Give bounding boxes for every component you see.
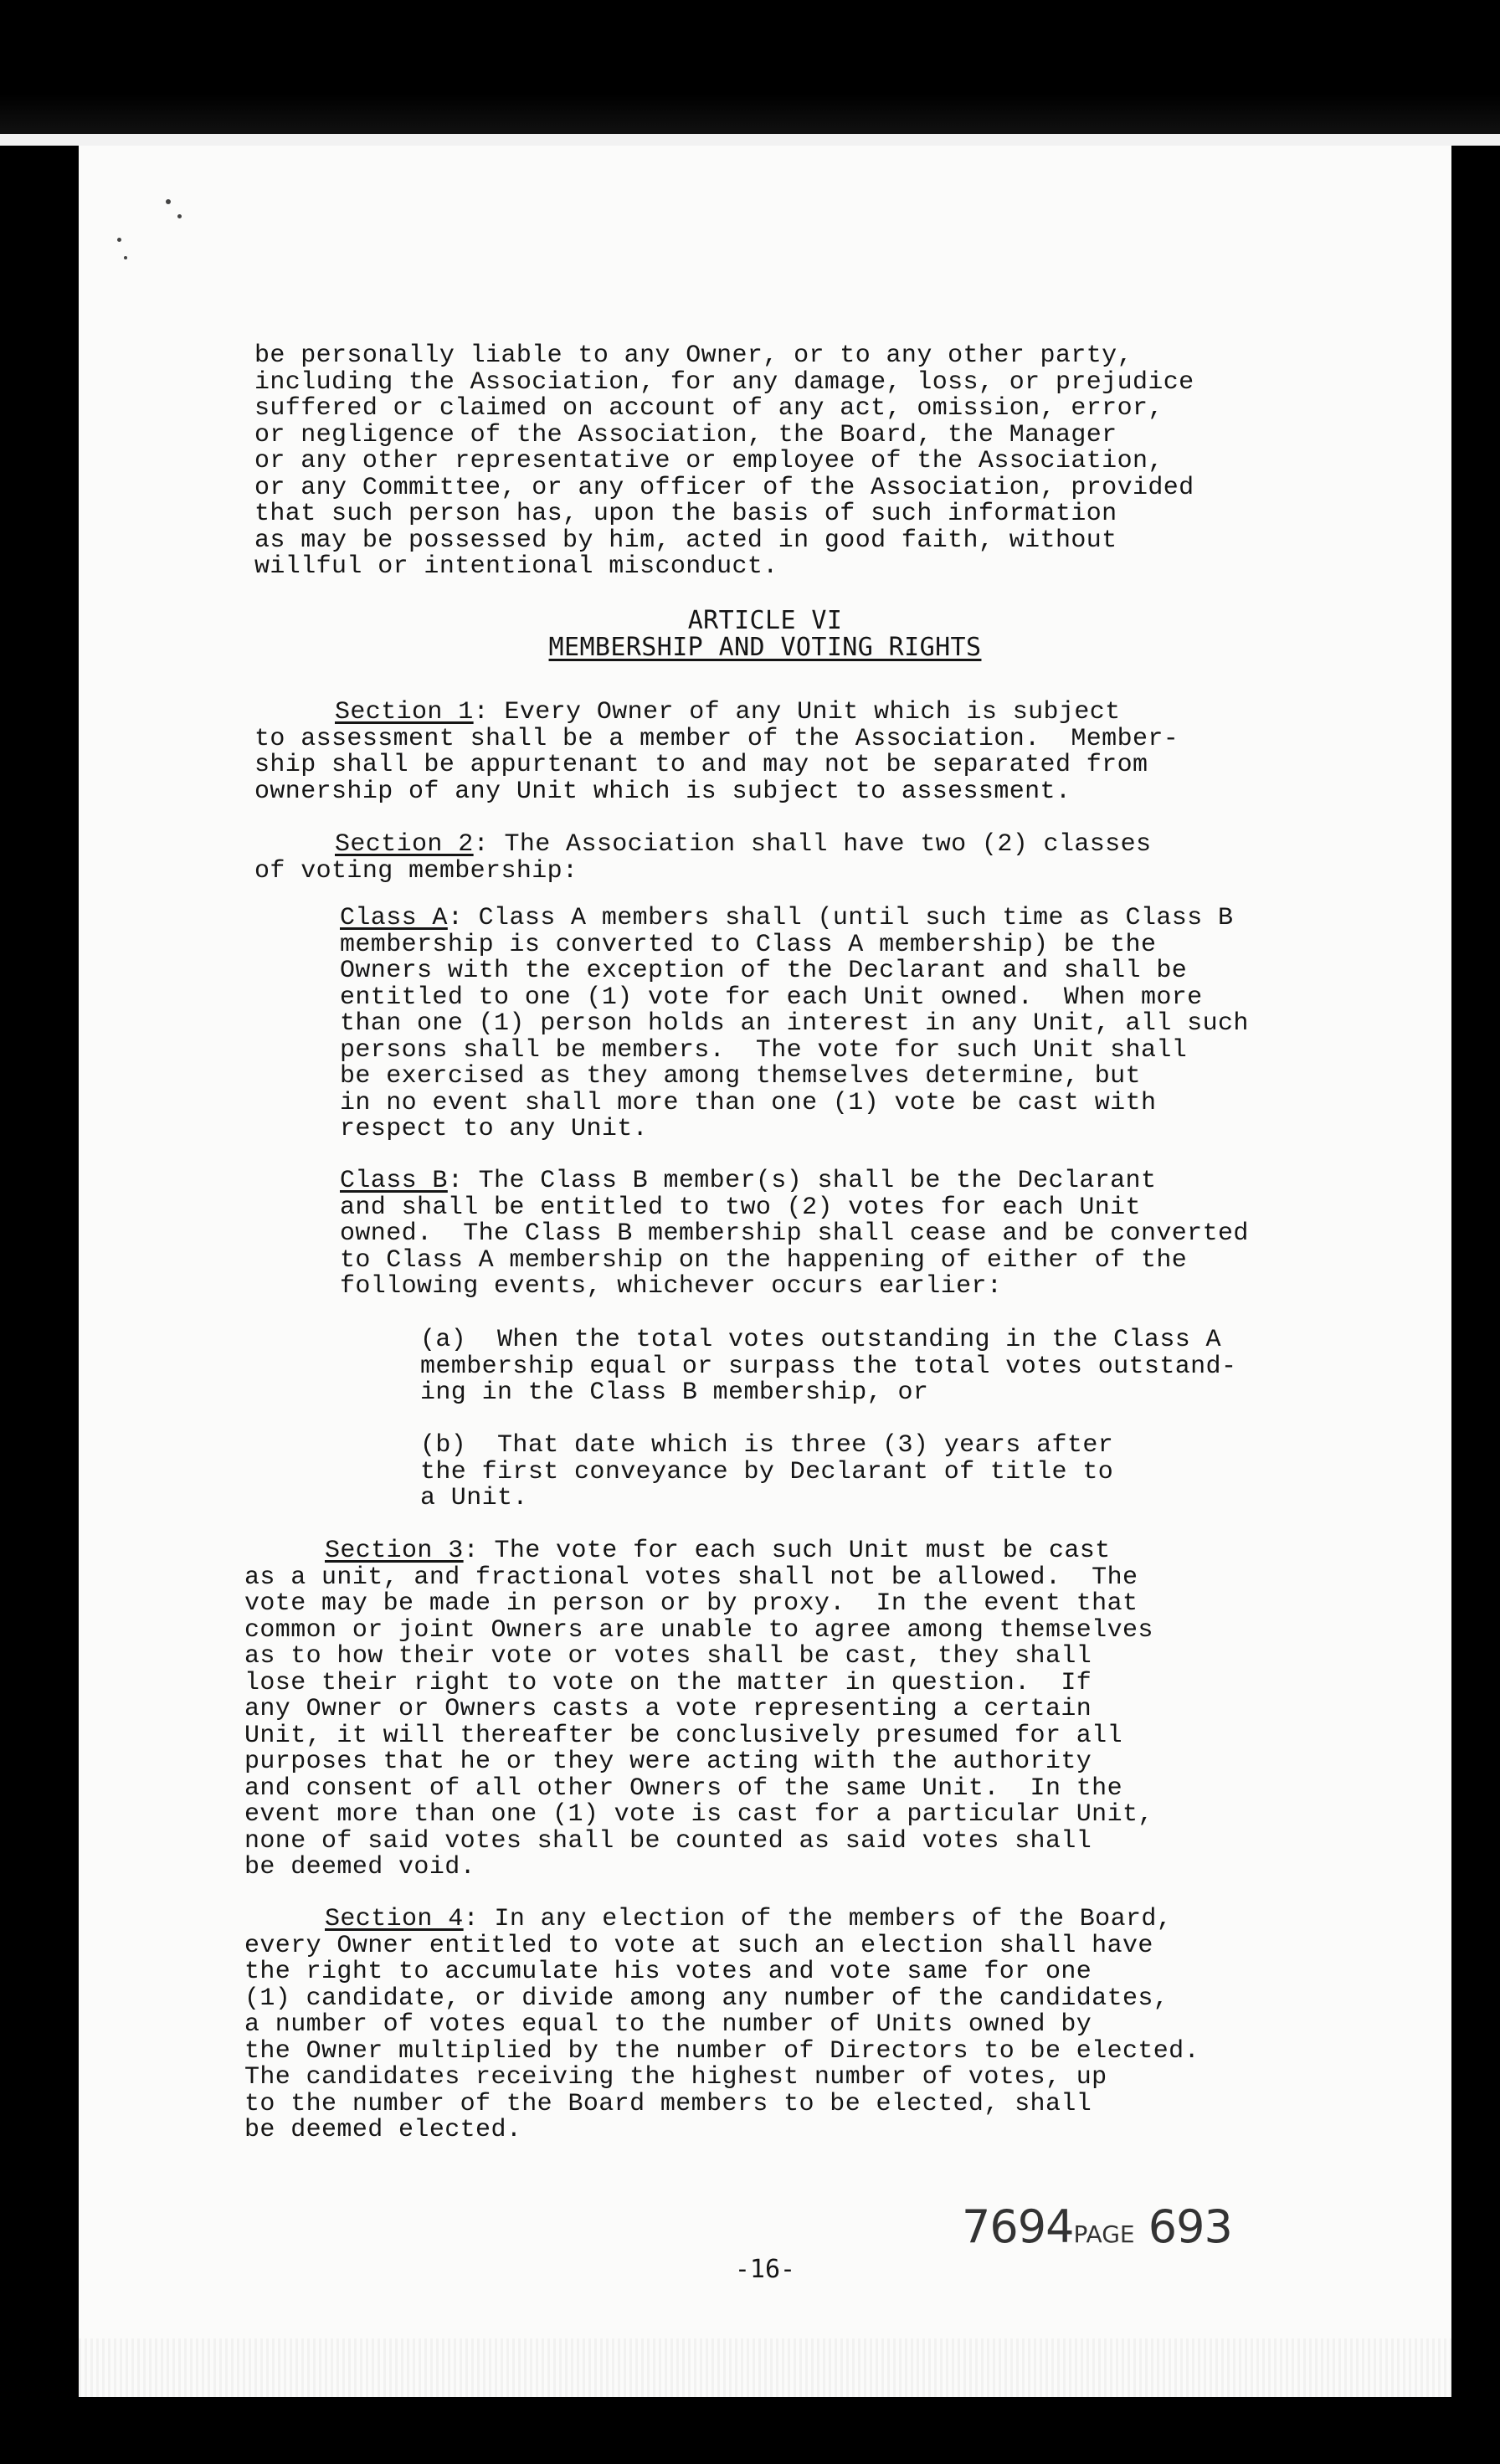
- recording-stamp: [962, 2200, 1232, 2253]
- section-2: [254, 832, 1393, 885]
- document-page: [79, 146, 1451, 2397]
- stamp-page: 693: [1148, 2200, 1232, 2253]
- event-b: (b) That date which is three (3) years after the first conveyance by Declarant of title to a Unit.: [420, 1431, 1114, 1512]
- section-1: [254, 700, 1393, 805]
- stamp-book: 7694: [962, 2200, 1074, 2253]
- scan-rule: [0, 134, 1500, 146]
- article-title: MEMBERSHIP AND VOTING RIGHTS: [548, 633, 982, 662]
- section-3-label: Section 3: [325, 1537, 464, 1565]
- class-a-text: : Class A members shall (until such time as Class B membership is converted to Class A membership) be the Owners with the exception of the Declarant and shall be entitled to one (1) vote for each Unit owned. When more than one (1) person holds an interest in any Unit, all such persons shall be members. The vote for such Unit shall be exercised as they among themselves determine, but in no event shall more than one (1) vote be cast with respect to any Unit.: [340, 904, 1249, 1143]
- section-1-text: : Every Owner of any Unit which is subject to assessment shall be a member of the Association. Member- ship shall be appurtenant to and may not be separated from ownership of any Unit which is subject to assessment.: [254, 698, 1179, 806]
- stamp-page-label: PAGE: [1073, 2220, 1135, 2248]
- section-4-text: : In any election of the members of the Board, every Owner entitled to vote at such an election shall have the right to accumulate his votes and vote same for one (1) candidate, or divide among any number of the candidates, a number of votes equal to the number of Units owned by the Owner multiplied by the number of Directors to be elected. The candidates receiving the highest number of votes, up to the number of the Board members to be elected, shall be deemed elected.: [244, 1905, 1199, 2144]
- scan-speck: [124, 256, 127, 259]
- class-b-label: Class B: [340, 1167, 448, 1195]
- section-1-label: Section 1: [335, 698, 474, 726]
- class-b-text: : The Class B member(s) shall be the Declarant and shall be entitled to two (2) votes for each Unit owned. The Class B membership shall cease and be converted to Class A membership on the happening of either of the following events, whichever occurs earlier:: [340, 1167, 1249, 1301]
- opening-paragraph: be personally liable to any Owner, or to any other party, including the Association, for any damage, loss, or prejudice suffered or claimed on account of any act, omission, error, or negligence of the Association, the Board, the Manager or any other representative or employee of the Association, or any Committee, or any officer of the Association, provided that such person has, upon the basis of such information as may be possessed by him, acted in good faith, without willful or intentional misconduct.: [254, 341, 1194, 581]
- scan-speck: [117, 238, 121, 242]
- section-4-label: Section 4: [325, 1905, 464, 1933]
- section-3: [244, 1538, 1383, 1881]
- section-3-text: : The vote for each such Unit must be cast as a unit, and fractional votes shall not be allowed. The vote may be made in person or by proxy. In the event that common or joint Owners are unable to agree among themselves as to how their vote or votes shall be cast, they shall lose their right to vote on the matter in question. If any Owner or Owners casts a vote representing a certain Unit, it will thereafter be conclusively presumed for all purposes that he or they were acting with the authority and consent of all other Owners of the same Unit. In the event more than one (1) vote is cast for a particular Unit, none of said votes shall be counted as said votes shall be deemed void.: [244, 1537, 1153, 1881]
- class-b: [340, 1168, 1478, 1301]
- scan-speck: [166, 199, 171, 204]
- page-number: -16-: [734, 2255, 796, 2284]
- class-a-label: Class A: [340, 904, 448, 932]
- scan-border-top: [0, 0, 1500, 134]
- section-2-label: Section 2: [335, 830, 474, 859]
- article-number: ARTICLE VI: [687, 606, 843, 635]
- section-4: [244, 1907, 1383, 2144]
- scan-speck: [177, 214, 182, 218]
- event-a: (a) When the total votes outstanding in the Class A membership equal or surpass the total votes outstand- ing in the Class B membership, or: [420, 1326, 1237, 1407]
- section-2-text: : The Association shall have two (2) classes of voting membership:: [254, 830, 1152, 886]
- class-a: [340, 906, 1478, 1143]
